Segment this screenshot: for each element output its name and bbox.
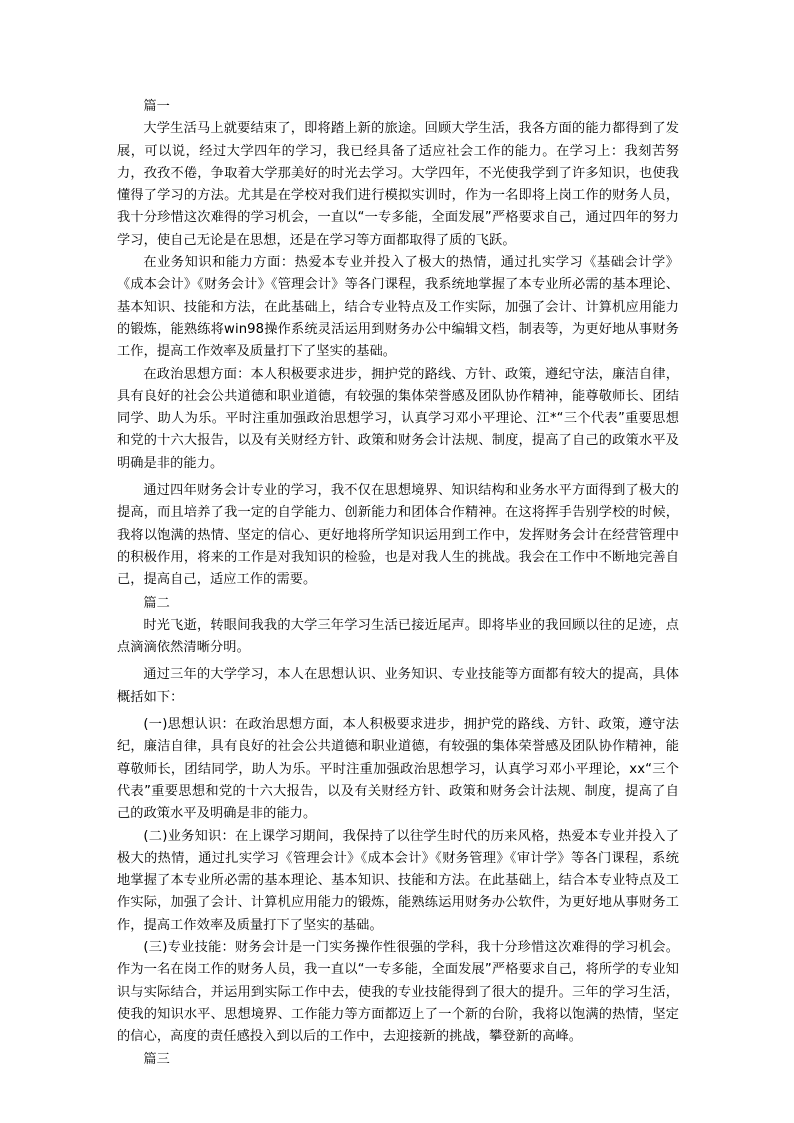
body-paragraph: 时光飞逝，转眼间我我的大学三年学习生活已接近尾声。即将毕业的我回顾以往的足迹，点点滴滴依然清晰分明。 — [117, 617, 679, 656]
body-paragraph: 在政治思想方面：本人积极要求进步，拥护党的路线、方针、政策，遵纪守法，廉洁自律，具有良好的社会公共道德和职业道德，有较强的集体荣誉感及团队协作精神，能尊敬师长、团结同学、助人为乐。平时注重加强政治思想学习，认真学习邓小平理论、江*“三个代表”重要思想和党的十六大报告，以及有关财经方针、政策和财务会计法规、制度，提高了自己的政策水平及明确是非的能力。 — [117, 366, 679, 471]
document-body — [117, 95, 679, 1072]
body-paragraph: (二)业务知识：在上课学习期间，我保持了以往学生时代的历来风格，热爱本专业并投入了极大的热情，通过扎实学习《管理会计》《成本会计》《财务管理》《审计学》等各门课程，系统地掌握了本专业所必需的基本理论、基本知识、技能和方法。在此基础上，结合本专业特点及工作实际，加强了会计、计算机应用能力的锻炼，能熟练运用财务办公软件，为更好地从事财务工作，提高工作效率及质量打下了坚实的基础。 — [117, 828, 679, 933]
section-heading: 篇一 — [143, 99, 170, 114]
section-heading: 篇二 — [143, 595, 170, 611]
body-paragraph: 大学生活马上就要结束了，即将踏上新的旅途。回顾大学生活，我各方面的能力都得到了发展，可以说，经过大学四年的学习，我已经具备了适应社会工作的能力。在学习上：我刻苦努力，孜孜不倦，争取着大学那美好的时光去学习。大学四年，不光使我学到了许多知识，也使我懂得了学习的方法。尤其是在学校对我们进行模拟实训时，作为一名即将上岗工作的财务人员，我十分珍惜这次难得的学习机会，一直以“一专多能，全面发展”严格要求自己，通过四年的努力学习，使自己无论是在思想，还是在学习等方面都取得了质的飞跃。 — [117, 121, 679, 248]
body-paragraph: (一)思想认识：在政治思想方面，本人积极要求进步，拥护党的路线、方针、政策，遵守法纪，廉洁自律，具有良好的社会公共道德和职业道德，有较强的集体荣誉感及团队协作精神，能尊敬师长，团结同学，助人为乐。平时注重加强政治思想学习，认真学习邓小平理论，xx“三个代表”重要思想和党的十六大报告，以及有关财经方针、政策和财务会计法规、制度，提高了自己的政策水平及明确是非的能力。 — [117, 717, 679, 822]
section-heading: 篇三 — [143, 1052, 170, 1068]
body-paragraph: 通过四年财务会计专业的学习，我不仅在思想境界、知识结构和业务水平方面得到了极大的提高，而且培养了我一定的自学能力、创新能力和团体合作精神。在这将挥手告别学校的时候，我将以饱满的热情、坚定的信心、更好地将所学知识运用到工作中，发挥财务会计在经营管理中的积极作用，将来的工作是对我知识的检验，也是对我人生的挑战。我会在工作中不断地完善自己，提高自己，适应工作的需要。 — [117, 483, 679, 588]
body-paragraph: 在业务知识和能力方面：热爱本专业并投入了极大的热情，通过扎实学习《基础会计学》《成本会计》《财务会计》《管理会计》等各门课程，我系统地掌握了本专业所必需的基本理论、基本知识、技能和方法，在此基础上，结合专业特点及工作实际，加强了会计、计算机应用能力的锻炼，能熟练将win98操作系统灵活运用到财务办公中编辑文档，制表等，为更好地从事财务工作，提高工作效率及质量打下了坚实的基础。 — [117, 255, 679, 360]
body-paragraph: 通过三年的大学学习，本人在思想认识、业务知识、专业技能等方面都有较大的提高，具体概括如下： — [117, 667, 679, 705]
body-paragraph: (三)专业技能：财务会计是一门实务操作性很强的学科，我十分珍惜这次难得的学习机会。作为一名在岗工作的财务人员，我一直以“一专多能，全面发展”严格要求自己，将所学的专业知识与实际结合，并运用到实际工作中去，使我的专业技能得到了很大的提升。三年的学习生活，使我的知识水平、思想境界、工作能力等方面都迈上了一个新的台阶，我将以饱满的热情，坚定的信心，高度的责任感投入到以后的工作中，去迎接新的挑战，攀登新的高峰。 — [117, 939, 679, 1045]
